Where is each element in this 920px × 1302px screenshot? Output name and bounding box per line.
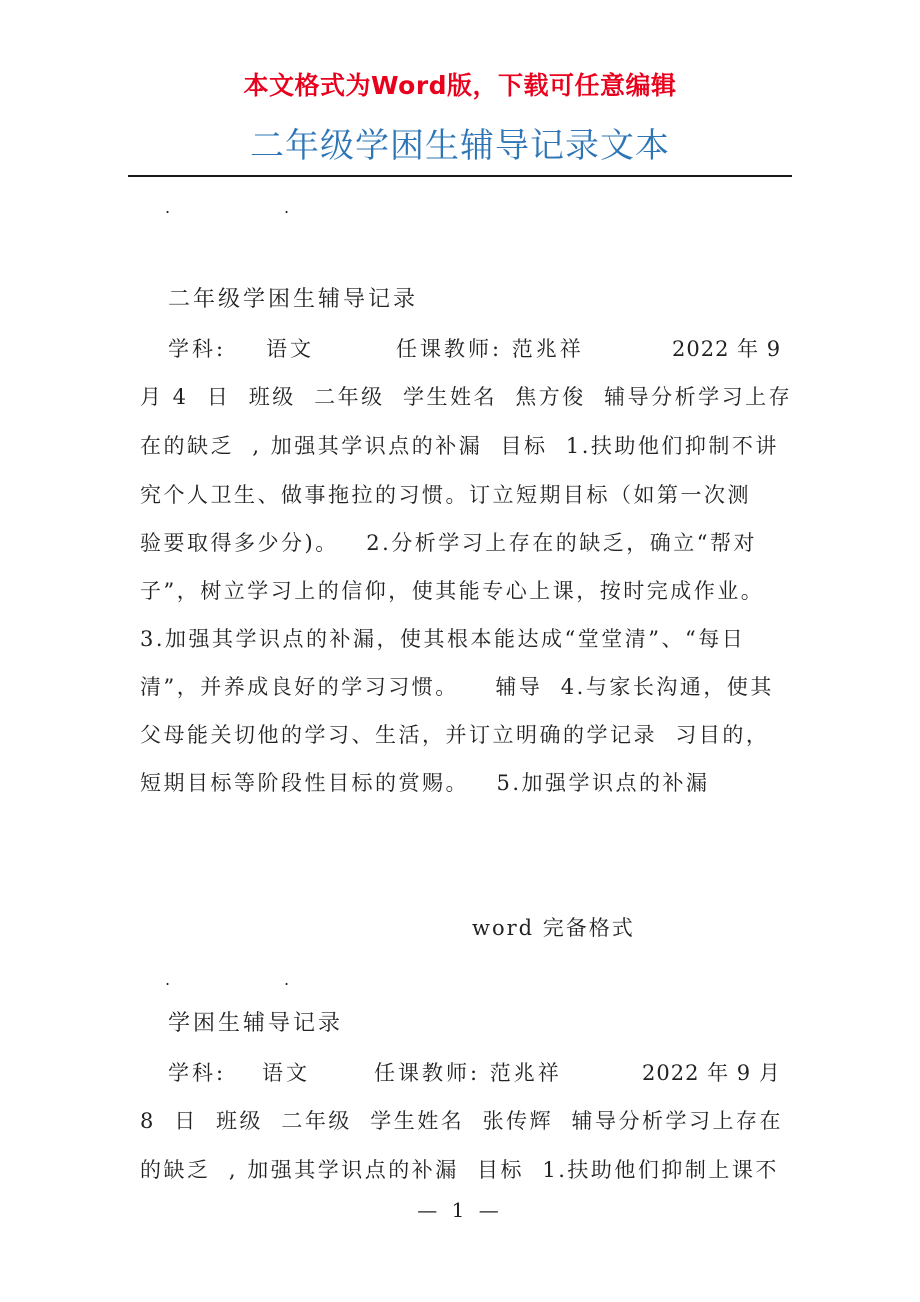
document-title: 二年级学困生辅导记录文本 — [250, 126, 670, 166]
dot-marker: . — [165, 198, 171, 217]
teacher-name: 任课教师: 范兆祥 — [374, 1061, 562, 1085]
mid-dot-row — [0, 972, 920, 992]
dot-marker: . — [284, 970, 290, 989]
body-line: 验要取得多少分)。 2.分析学习上存在的缺乏，确立“帮对 — [140, 531, 757, 555]
top-dot-row — [0, 200, 920, 220]
word-format-note: word 完备格式 — [472, 916, 635, 940]
subject-value: 语文 — [266, 337, 314, 361]
subject-value: 语文 — [262, 1061, 310, 1085]
body-line: 短期目标等阶段性目标的赏赐。 5.加强学识点的补漏 — [140, 771, 710, 795]
body-line: 子”，树立学习上的信仰，使其能专心上课，按时完成作业。 — [140, 579, 765, 603]
body-line: 清”，并养成良好的学习习惯。 辅导 4.与家长沟通，使其 — [140, 675, 774, 699]
dot-marker: . — [284, 198, 290, 217]
body-line: 在的缺乏 , 加强其学识点的补漏 目标 1.扶助他们抑制不讲 — [140, 434, 779, 458]
subject-label: 学科: — [168, 1061, 227, 1085]
teacher-name: 任课教师: 范兆祥 — [396, 337, 584, 361]
body-line: 3.加强其学识点的补漏，使其根本能达成“堂堂清”、“每日 — [140, 627, 746, 651]
body-line: 究个人卫生、做事拖拉的习惯。订立短期目标（如第一次测 — [140, 483, 751, 507]
subject-label: 学科: — [168, 337, 227, 361]
body-line: 月 4 日 班级 二年级 学生姓名 焦方俊 辅导分析学习上存 — [140, 385, 793, 409]
body-line: 父母能关切他的学习、生活，并订立明确的学记录 习目的， — [140, 723, 770, 747]
body-line: 8 日 班级 二年级 学生姓名 张传辉 辅导分析学习上存在 — [140, 1109, 783, 1133]
title-underline — [128, 175, 792, 177]
record-date: 2022 年 9 — [672, 337, 782, 361]
format-banner: 本文格式为Word版，下载可任意编辑 — [243, 71, 677, 100]
record2-heading: 学困生辅导记录 — [168, 1011, 344, 1036]
record-date: 2022 年 9 月 — [642, 1061, 781, 1085]
body-line: 的缺乏 , 加强其学识点的补漏 目标 1.扶助他们抑制上课不 — [140, 1158, 779, 1182]
record1-heading: 二年级学困生辅导记录 — [168, 287, 419, 312]
dot-marker: . — [165, 970, 171, 989]
page-number: — 1 — — [417, 1198, 503, 1222]
